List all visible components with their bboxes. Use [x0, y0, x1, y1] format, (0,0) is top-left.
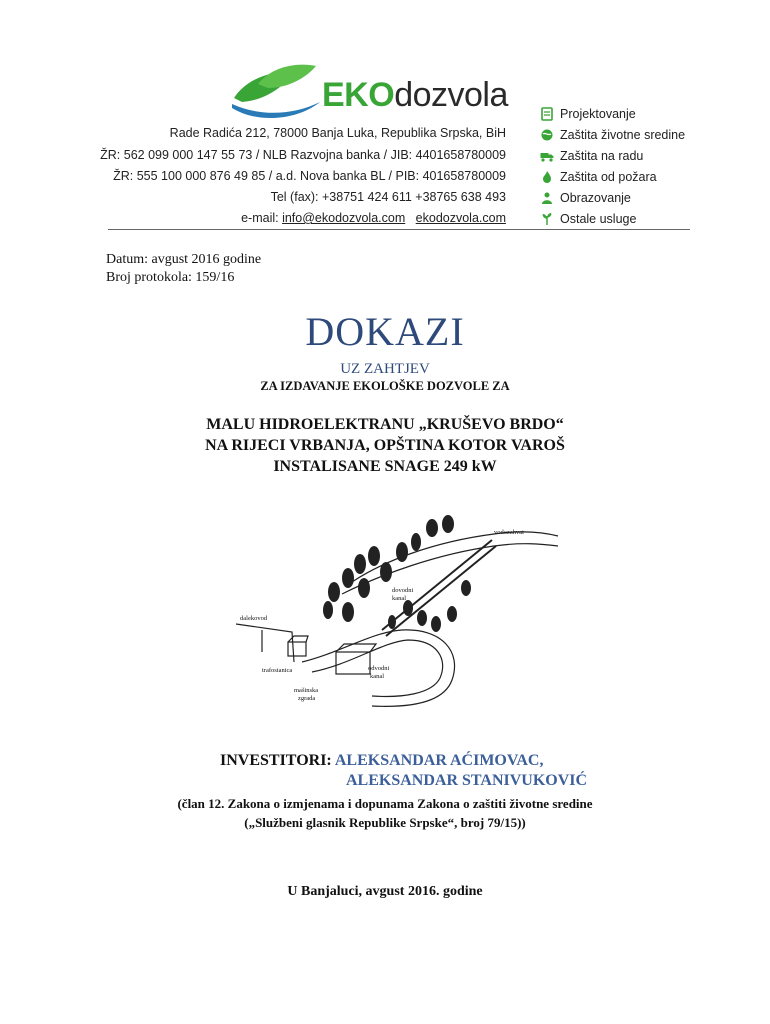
- project-line-1: MALU HIDROELEKTRANU „KRUŠEVO BRDO“: [206, 416, 564, 433]
- letterhead-divider: [108, 229, 690, 230]
- label-dovodni: dovodni: [392, 587, 414, 594]
- graduate-icon: [540, 191, 554, 205]
- label-vodozahvat: vodozahvat: [494, 529, 524, 536]
- project-line-3: INSTALISANE SNAGE 249 kW: [273, 458, 497, 475]
- phone-line: Tel (fax): +38751 424 611 +38765 638 493: [270, 190, 506, 204]
- blueprint-icon: [540, 107, 554, 121]
- service-label: Obrazovanje: [560, 191, 631, 205]
- flame-icon: [540, 170, 554, 184]
- service-zastita-na-radu: [540, 149, 643, 163]
- label-kanal-2: kanal: [370, 673, 385, 680]
- law-reference-2: („Službeni glasnik Republike Srpske“, broj 79/15)): [244, 815, 526, 830]
- document-title: DOKAZI: [305, 309, 465, 354]
- address-line: Rade Radića 212, 78000 Banja Luka, Republika Srpska, BiH: [169, 126, 506, 140]
- label-trafostanica: trafostanica: [262, 667, 293, 674]
- email-link[interactable]: info@ekodozvola.com: [282, 211, 406, 225]
- brand-eko: EKO: [322, 76, 395, 114]
- service-zastita-zivotne-sredine: [540, 128, 685, 142]
- leaf-logo-icon: [228, 62, 328, 122]
- brand-name: [322, 78, 508, 112]
- contact-line: [241, 211, 506, 225]
- law-reference-1: (član 12. Zakona o izmjenama i dopunama Zakona o zaštiti životne sredine: [177, 796, 593, 811]
- service-label: Projektovanje: [560, 107, 636, 121]
- service-obrazovanje: [540, 191, 631, 205]
- label-dalekovod: dalekovod: [240, 615, 268, 622]
- brand-dozvola: dozvola: [394, 76, 508, 114]
- service-label: Zaštita na radu: [560, 149, 644, 163]
- label-odvodni: odvodni: [368, 665, 390, 672]
- bank-line-2: ŽR: 555 100 000 876 49 85 / a.d. Nova banka BL / PIB: 401658780009: [113, 169, 506, 183]
- document-date: Datum: avgust 2016 godine: [106, 252, 262, 267]
- document-subtitle-2: ZA IZDAVANJE EKOLOŠKE DOZVOLE ZA: [260, 379, 510, 393]
- investors-line: [220, 752, 543, 770]
- plant-icon: [540, 212, 554, 226]
- project-line-2: NA RIJECI VRBANJA, OPŠTINA KOTOR VAROŠ: [205, 437, 565, 454]
- globe-icon: [540, 128, 554, 142]
- label-zgrada: zgrada: [298, 695, 316, 702]
- service-zastita-od-pozara: [540, 170, 657, 184]
- website-link[interactable]: ekodozvola.com: [415, 211, 506, 225]
- investors-label: INVESTITORI:: [220, 752, 335, 769]
- label-masinska: mašinska: [294, 687, 319, 694]
- bank-line-1: ŽR: 562 099 000 147 55 73 / NLB Razvojna banka / JIB: 4401658780009: [100, 148, 506, 162]
- service-label: Ostale usluge: [560, 212, 637, 226]
- service-ostale-usluge: [540, 212, 636, 226]
- protocol-number: Broj protokola: 159/16: [106, 270, 235, 285]
- email-prefix: e-mail:: [241, 211, 283, 225]
- investor-name-2: ALEKSANDAR STANIVUKOVIĆ: [346, 772, 588, 789]
- investor-name-1: ALEKSANDAR AĆIMOVAC,: [334, 752, 544, 769]
- place-and-date: U Banjaluci, avgust 2016. godine: [287, 884, 483, 899]
- hydro-plant-sketch: [232, 512, 562, 712]
- document-subtitle: UZ ZAHTJEV: [340, 361, 430, 377]
- truck-icon: [540, 149, 554, 163]
- service-projektovanje: [540, 107, 636, 121]
- service-label: Zaštita životne sredine: [560, 128, 686, 142]
- label-kanal: kanal: [392, 595, 407, 602]
- service-label: Zaštita od požara: [560, 170, 657, 184]
